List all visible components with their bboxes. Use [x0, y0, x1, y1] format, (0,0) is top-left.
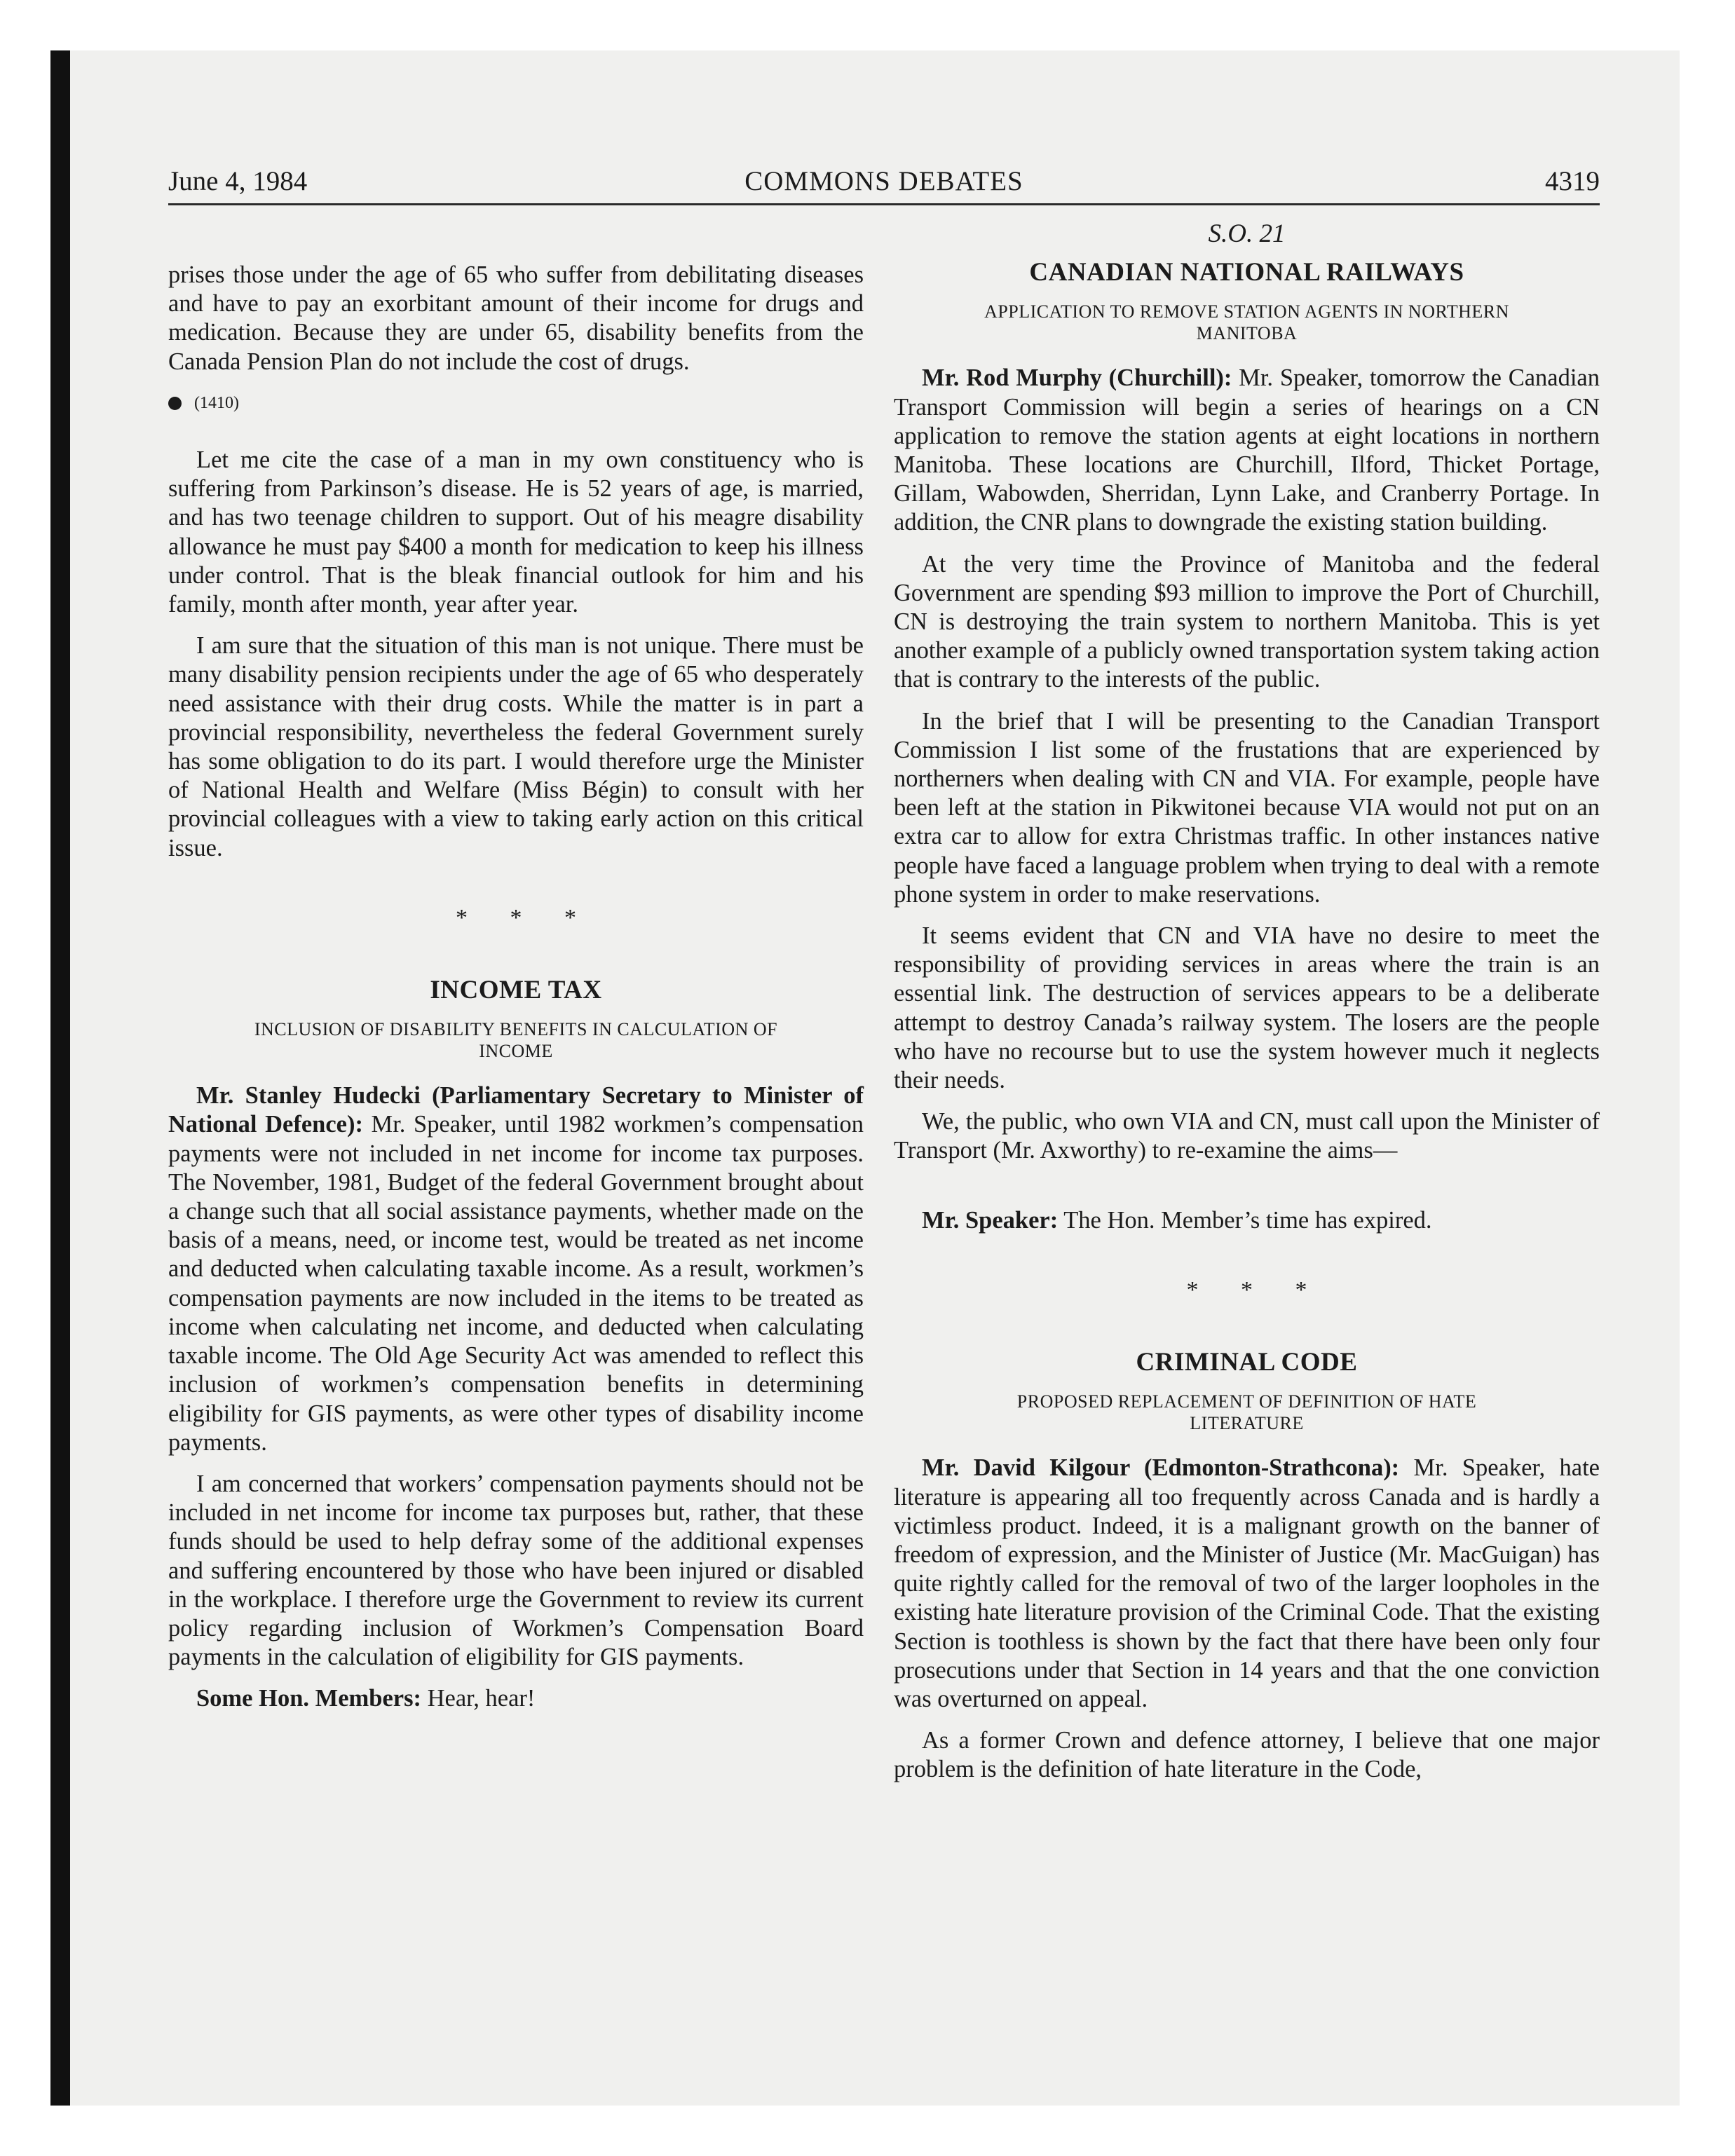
paragraph: I am sure that the situation of this man is not unique. There must be many disability pension recipients under the age of 65 who desperately need assistance with their drug costs. While the matter is in part a provincial responsibility, nevertheless the federal Government surely has some obligation to do its part. I would therefore urge the Minister of National Health and Welfare (Miss Bégin) to consult with her provincial colleagues with a view to taking early action on this critical issue. — [168, 632, 864, 861]
paragraph: Let me cite the case of a man in my own constituency who is suffering from Parkinson’s disease. He is 52 years of age, is married, and has two teenage children to support. Out of his meagre disability allowance he must pay $400 a month for medication to keep his illness under control. That is the bleak financial outlook for him and his family, month after month, year after year. — [168, 446, 864, 618]
header-rule — [168, 203, 1600, 205]
paragraph: We, the public, who own VIA and CN, must call upon the Minister of Transport (Mr. Axworthy) to re-examine the aims— — [894, 1108, 1600, 1164]
section-separator: * * * — [1186, 1276, 1326, 1303]
paragraph: It seems evident that CN and VIA have no desire to meet the responsibility of providing services in areas where the train is an essential link. The destruction of services appears to be a deliberate attempt to destroy Canada’s railway system. The losers are the people who have no recourse but to use the system however much it neglects their needs. — [894, 922, 1600, 1094]
speaker-name: Mr. David Kilgour (Edmonton-Strathcona): — [922, 1454, 1400, 1482]
running-header — [168, 165, 1600, 203]
header-page-number: 4319 — [1545, 166, 1600, 196]
speech-text: The Hon. Member’s time has expired. — [1058, 1206, 1432, 1234]
paragraph: I am concerned that workers’ compensation payments should not be included in net income for income tax purposes but, rather, that these funds should be used to help defray some of the additional expenses and suffering encountered by those who have been injured or disabled in the workplace. I therefore urge the Government to review its current policy regarding inclusion of Workmen’s Compensation Board payments in the calculation of eligibility for GIS payments. — [168, 1470, 864, 1671]
scan-border — [50, 50, 70, 2106]
right-column — [894, 219, 1600, 1797]
paragraph: In the brief that I will be presenting to the Canadian Transport Commission I list some of the frustations that are experienced by northerners when dealing with CN and VIA. For example, people have been left at the station in Pikwitonei because VIA would not put on an extra car to allow for extra Christmas traffic. In other instances native people have faced a language problem when trying to deal with a remote phone system in order to make reservations. — [894, 707, 1600, 908]
header-date: June 4, 1984 — [168, 166, 308, 196]
speech-paragraph — [168, 1684, 864, 1713]
paragraph: prises those under the age of 65 who suffer from debilitating diseases and have to pay an exorbitant amount of their income for drugs and medication. Because they are under 65, disability benefits from the Canada Pension Plan do not include the cost of drugs. — [168, 261, 864, 375]
left-column — [168, 261, 864, 1726]
time-marker — [168, 389, 864, 418]
section-subtitle: INCLUSION OF DISABILITY BENEFITS IN CALCULATION OF INCOME — [254, 1019, 778, 1062]
section-subtitle: PROPOSED REPLACEMENT OF DEFINITION OF HATE LITERATURE — [1016, 1391, 1477, 1434]
speech-text: Hear, hear! — [421, 1685, 536, 1712]
speech-text: Mr. Speaker, hate literature is appearing all too frequently across Canada and is hardly a victimless product. Indeed, it is a malignant growth on the banner of freedom of expression, and the Minister of Justice (Mr. MacGuigan) has quite rightly called for the removal of two of the larger loopholes in the existing hate literature provision of the Criminal Code. That the existing Section is toothless is shown by the fact that there have been only four prosecutions under that Section in 14 years and that the one conviction was overturned on appeal. — [894, 1454, 1600, 1712]
time-marker-label: (1410) — [194, 393, 239, 412]
section-title: CRIMINAL CODE — [1136, 1348, 1358, 1377]
speaker-name: Some Hon. Members: — [196, 1685, 421, 1712]
header-title: COMMONS DEBATES — [744, 166, 1023, 196]
bullet-icon — [168, 397, 182, 410]
speaker-name: Mr. Speaker: — [922, 1206, 1059, 1234]
section-subtitle: APPLICATION TO REMOVE STATION AGENTS IN NORTHERN MANITOBA — [984, 301, 1509, 344]
section-title: INCOME TAX — [430, 976, 602, 1005]
speech-paragraph — [894, 1454, 1600, 1714]
speaker-name: Mr. Rod Murphy (Churchill): — [922, 364, 1232, 392]
speech-paragraph — [168, 1082, 864, 1457]
speaker-name: Mr. Stanley Hudecki (Parliamentary Secretary to Minister of National Defence): — [168, 1082, 864, 1138]
speech-text: Mr. Speaker, tomorrow the Canadian Transport Commission will begin a series of hearings on a CN application to remove the station agents at eight locations in northern Manitoba. These locations are Churchill, Ilford, Thicket Portage, Gillam, Wabowden, Sherridan, Lynn Lake, and Cranberry Portage. In addition, the CNR plans to downgrade the existing station building. — [894, 364, 1600, 536]
paragraph: As a former Crown and defence attorney, I believe that one major problem is the definition of hate literature in the Code, — [894, 1727, 1600, 1783]
spacer — [894, 1178, 1600, 1206]
paragraph: At the very time the Province of Manitoba and the federal Government are spending $93 million to improve the Port of Churchill, CN is destroying the train system to northern Manitoba. This is yet another example of a publicly owned transportation system taking action that is contrary to the interests of the public. — [894, 550, 1600, 693]
speech-paragraph — [894, 364, 1600, 537]
section-title: CANADIAN NATIONAL RAILWAYS — [1029, 258, 1464, 287]
speech-text: Mr. Speaker, until 1982 workmen’s compensation payments were not included in net income for income tax purposes. The November, 1981, Budget of the federal Government brought about a change such that all social assistance payments, whether made on the basis of a means, need, or income test, would be treated as net income and deducted when calculating taxable income. As a result, workmen’s compensation payments are now included in the items to be treated as income when calculating net income, and deducted when calculating taxable income. The Old Age Security Act was amended to reflect this inclusion of workmen’s compensation benefits in determining eligibility for GIS payments, as were other types of disability income payments. — [168, 1111, 864, 1456]
standing-order-label: S.O. 21 — [1208, 219, 1286, 248]
speech-paragraph — [894, 1206, 1600, 1235]
section-separator: * * * — [456, 904, 594, 931]
